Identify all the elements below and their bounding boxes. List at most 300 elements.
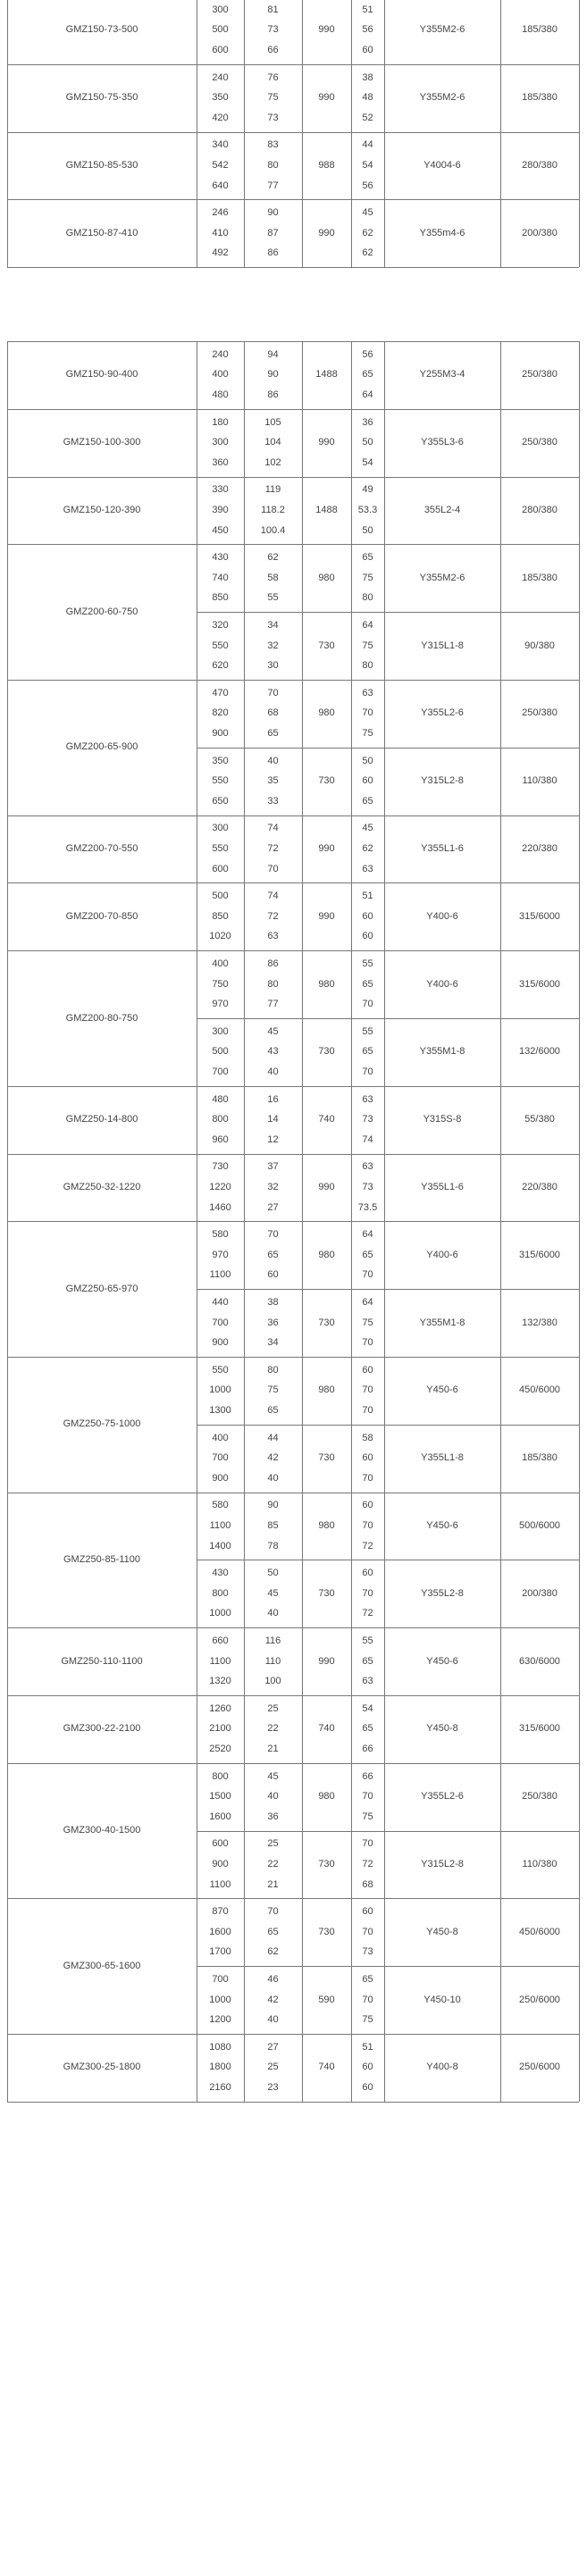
motor-model-cell: Y355L1-8 <box>421 1452 464 1464</box>
model-cell: GMZ250-110-1100 <box>61 1655 143 1667</box>
row-separator <box>7 1357 579 1358</box>
column-border <box>384 0 385 267</box>
head-cell: 21 <box>267 1878 279 1890</box>
efficiency-cell: 73 <box>362 1182 373 1192</box>
row-separator <box>7 1763 579 1764</box>
power-voltage-cell: 185/380 <box>522 572 558 583</box>
head-cell: 63 <box>267 931 279 942</box>
head-cell: 23 <box>267 2082 279 2093</box>
flow-cell: 660 <box>212 1635 229 1646</box>
head-cell: 90 <box>267 369 279 381</box>
head-cell: 44 <box>267 1432 279 1443</box>
head-cell: 73 <box>267 24 279 36</box>
power-voltage-cell: 132/6000 <box>519 1046 560 1058</box>
head-cell: 74 <box>267 823 279 834</box>
motor-model-cell: Y4004-6 <box>423 160 461 171</box>
flow-cell: 900 <box>212 1337 229 1349</box>
efficiency-cell: 63 <box>362 1161 373 1173</box>
flow-cell: 650 <box>212 795 229 807</box>
model-cell: GMZ250-85-1100 <box>63 1553 140 1565</box>
model-cell: GMZ200-80-750 <box>65 1012 138 1024</box>
row-separator <box>7 680 579 681</box>
efficiency-cell: 65 <box>362 369 373 381</box>
efficiency-cell: 48 <box>362 92 373 104</box>
head-cell: 80 <box>267 978 279 990</box>
flow-cell: 330 <box>212 484 229 496</box>
speed-cell: 730 <box>318 1587 335 1599</box>
head-cell: 40 <box>267 1791 279 1802</box>
efficiency-cell: 65 <box>362 978 373 990</box>
speed-cell: 990 <box>318 910 335 922</box>
model-cell: GMZ300-25-1800 <box>63 2062 141 2073</box>
motor-model-cell: Y355m4-6 <box>419 227 465 238</box>
head-cell: 46 <box>267 1974 279 1985</box>
head-cell: 116 <box>264 1635 281 1646</box>
power-voltage-cell: 250/380 <box>522 707 558 719</box>
flow-cell: 350 <box>212 755 229 766</box>
row-separator <box>7 544 579 545</box>
head-cell: 80 <box>267 160 279 171</box>
motor-model-cell: Y355M2-6 <box>419 572 465 583</box>
speed-cell: 730 <box>318 640 335 651</box>
head-cell: 33 <box>267 795 279 807</box>
column-border <box>579 341 580 2102</box>
flow-cell: 1000 <box>209 1384 231 1396</box>
efficiency-cell: 70 <box>362 1994 373 2005</box>
row-separator <box>7 477 579 478</box>
efficiency-cell: 70 <box>362 1926 373 1937</box>
flow-cell: 1300 <box>209 1405 231 1416</box>
flow-cell: 500 <box>212 1046 229 1058</box>
efficiency-cell: 65 <box>362 552 373 564</box>
flow-cell: 550 <box>212 843 229 854</box>
head-cell: 72 <box>267 843 279 854</box>
group-separator <box>197 1289 579 1290</box>
motor-model-cell: Y255M3-4 <box>419 369 465 381</box>
motor-model-cell: Y450-6 <box>426 1384 458 1396</box>
head-cell: 86 <box>267 389 279 400</box>
flow-cell: 390 <box>212 505 229 515</box>
group-separator <box>197 612 579 613</box>
row-separator <box>7 2034 579 2035</box>
efficiency-cell: 60 <box>362 1364 373 1376</box>
efficiency-cell: 58 <box>362 1432 373 1443</box>
head-cell: 14 <box>267 1114 279 1125</box>
group-separator <box>197 1831 579 1832</box>
head-cell: 85 <box>267 1520 279 1531</box>
motor-model-cell: Y315L2-8 <box>421 775 464 787</box>
model-cell: GMZ250-65-970 <box>65 1283 138 1294</box>
column-border <box>244 0 245 267</box>
efficiency-cell: 62 <box>362 843 373 854</box>
power-voltage-cell: 250/6000 <box>519 1994 560 2005</box>
efficiency-cell: 60 <box>362 1906 373 1918</box>
speed-cell: 730 <box>318 1046 335 1058</box>
motor-model-cell: Y400-6 <box>426 910 458 922</box>
head-cell: 12 <box>267 1133 279 1145</box>
motor-model-cell: Y355L2-6 <box>421 1791 464 1802</box>
power-voltage-cell: 55/380 <box>524 1114 555 1125</box>
flow-cell: 1020 <box>209 931 231 942</box>
efficiency-cell: 70 <box>362 1838 373 1850</box>
efficiency-cell: 73 <box>362 1114 373 1125</box>
head-cell: 36 <box>267 1811 279 1822</box>
efficiency-cell: 73.5 <box>357 1201 378 1213</box>
row-separator <box>7 267 579 268</box>
model-cell: GMZ300-40-1500 <box>63 1825 141 1836</box>
efficiency-cell: 64 <box>362 1297 373 1308</box>
power-voltage-cell: 500/6000 <box>519 1520 560 1531</box>
power-voltage-cell: 110/380 <box>522 1859 558 1869</box>
efficiency-cell: 51 <box>362 4 373 15</box>
power-voltage-cell: 315/6000 <box>519 910 560 922</box>
model-cell: GMZ200-60-750 <box>65 606 138 617</box>
flow-cell: 2100 <box>209 1723 231 1735</box>
head-cell: 80 <box>267 1364 279 1376</box>
head-cell: 74 <box>267 891 279 902</box>
head-cell: 42 <box>267 1452 279 1464</box>
efficiency-cell: 80 <box>362 660 373 672</box>
head-cell: 55 <box>267 592 279 604</box>
efficiency-cell: 63 <box>362 687 373 698</box>
head-cell: 77 <box>267 180 279 191</box>
flow-cell: 1220 <box>209 1182 231 1192</box>
head-cell: 70 <box>267 1906 279 1918</box>
motor-model-cell: Y355M1-8 <box>419 1317 465 1328</box>
group-separator <box>197 748 579 749</box>
flow-cell: 1600 <box>209 1811 231 1822</box>
motor-model-cell: Y355L2-8 <box>421 1587 464 1599</box>
head-cell: 35 <box>267 775 279 787</box>
speed-cell: 980 <box>318 978 335 990</box>
head-cell: 78 <box>267 1540 279 1551</box>
model-cell: GMZ200-70-850 <box>65 910 138 922</box>
efficiency-cell: 55 <box>362 1635 373 1646</box>
speed-cell: 590 <box>318 1994 335 2005</box>
head-cell: 40 <box>267 1066 279 1077</box>
head-cell: 45 <box>267 1025 279 1037</box>
efficiency-cell: 70 <box>362 1587 373 1599</box>
speed-cell: 1488 <box>315 505 338 515</box>
motor-model-cell: Y355L1-6 <box>421 843 464 854</box>
head-cell: 65 <box>267 1249 279 1260</box>
column-border <box>500 0 501 267</box>
head-cell: 60 <box>267 1269 279 1281</box>
row-separator <box>7 1086 579 1087</box>
efficiency-cell: 74 <box>362 1133 373 1145</box>
power-voltage-cell: 110/380 <box>522 775 558 787</box>
efficiency-cell: 65 <box>362 1723 373 1735</box>
motor-model-cell: Y400-8 <box>426 2062 458 2073</box>
head-cell: 22 <box>267 1859 279 1869</box>
efficiency-cell: 65 <box>362 1249 373 1260</box>
speed-cell: 980 <box>318 707 335 719</box>
power-voltage-cell: 315/6000 <box>519 978 560 990</box>
flow-cell: 550 <box>212 775 229 787</box>
speed-cell: 990 <box>318 843 335 854</box>
head-cell: 70 <box>267 863 279 874</box>
head-cell: 50 <box>267 1568 279 1579</box>
head-cell: 77 <box>267 999 279 1010</box>
power-voltage-cell: 315/6000 <box>519 1249 560 1260</box>
flow-cell: 850 <box>212 910 229 922</box>
flow-cell: 970 <box>212 999 229 1010</box>
efficiency-cell: 65 <box>362 1655 373 1667</box>
flow-cell: 970 <box>212 1249 229 1260</box>
head-cell: 27 <box>267 1201 279 1213</box>
flow-cell: 240 <box>212 71 229 83</box>
motor-model-cell: Y450-6 <box>426 1520 458 1531</box>
head-cell: 58 <box>267 572 279 583</box>
row-separator <box>7 950 579 951</box>
head-cell: 37 <box>267 1161 279 1173</box>
flow-cell: 360 <box>212 456 229 468</box>
efficiency-cell: 60 <box>362 1500 373 1511</box>
flow-cell: 1200 <box>209 2014 231 2026</box>
motor-model-cell: Y315L1-8 <box>421 640 464 651</box>
row-separator <box>7 815 579 816</box>
row-separator <box>7 1627 579 1628</box>
flow-cell: 500 <box>212 891 229 902</box>
efficiency-cell: 51 <box>362 891 373 902</box>
flow-cell: 430 <box>212 1568 229 1579</box>
head-cell: 70 <box>267 1229 279 1241</box>
power-voltage-cell: 220/380 <box>522 1182 558 1192</box>
power-voltage-cell: 220/380 <box>522 843 558 854</box>
flow-cell: 480 <box>212 389 229 400</box>
motor-model-cell: Y315L2-8 <box>421 1859 464 1869</box>
flow-cell: 550 <box>212 640 229 651</box>
efficiency-cell: 55 <box>362 1025 373 1037</box>
efficiency-cell: 75 <box>362 640 373 651</box>
motor-model-cell: Y450-8 <box>426 1723 458 1735</box>
model-cell: GMZ250-14-800 <box>65 1114 138 1125</box>
column-border <box>7 0 8 267</box>
flow-cell: 430 <box>212 552 229 564</box>
column-border <box>351 341 352 2102</box>
efficiency-cell: 60 <box>362 931 373 942</box>
model-cell: GMZ150-120-390 <box>63 505 141 515</box>
flow-cell: 700 <box>212 1452 229 1464</box>
motor-model-cell: Y355L2-6 <box>421 707 464 719</box>
column-border <box>579 0 580 267</box>
flow-cell: 1000 <box>209 1994 231 2005</box>
group-separator <box>197 1425 579 1426</box>
efficiency-cell: 70 <box>362 707 373 719</box>
efficiency-cell: 56 <box>362 24 373 36</box>
head-cell: 104 <box>264 437 281 448</box>
column-border <box>7 341 8 2102</box>
efficiency-cell: 75 <box>362 2014 373 2026</box>
model-cell: GMZ150-75-350 <box>65 92 138 104</box>
efficiency-cell: 75 <box>362 728 373 739</box>
head-cell: 38 <box>267 1297 279 1308</box>
head-cell: 90 <box>267 1500 279 1511</box>
flow-cell: 1600 <box>209 1926 231 1937</box>
efficiency-cell: 53.3 <box>357 505 378 515</box>
efficiency-cell: 70 <box>362 1472 373 1484</box>
efficiency-cell: 75 <box>362 572 373 583</box>
flow-cell: 300 <box>212 823 229 834</box>
flow-cell: 1460 <box>209 1201 231 1213</box>
flow-cell: 500 <box>212 24 229 36</box>
head-cell: 34 <box>267 620 279 631</box>
efficiency-cell: 63 <box>362 1676 373 1687</box>
efficiency-cell: 64 <box>362 389 373 400</box>
head-cell: 65 <box>267 728 279 739</box>
speed-cell: 730 <box>318 1452 335 1464</box>
power-voltage-cell: 280/380 <box>522 505 558 515</box>
motor-model-cell: 355L2-4 <box>423 505 461 515</box>
flow-cell: 820 <box>212 707 229 719</box>
flow-cell: 420 <box>212 112 229 123</box>
efficiency-cell: 72 <box>362 1540 373 1551</box>
power-voltage-cell: 185/380 <box>522 1452 558 1464</box>
efficiency-cell: 49 <box>362 484 373 496</box>
speed-cell: 730 <box>318 1317 335 1328</box>
head-cell: 110 <box>264 1655 281 1667</box>
group-separator <box>197 1018 579 1019</box>
head-cell: 21 <box>267 1744 279 1754</box>
efficiency-cell: 62 <box>362 247 373 259</box>
flow-cell: 600 <box>212 45 229 55</box>
efficiency-cell: 52 <box>362 112 373 123</box>
flow-cell: 900 <box>212 1859 229 1869</box>
efficiency-cell: 50 <box>362 437 373 448</box>
flow-cell: 1400 <box>209 1540 231 1551</box>
model-cell: GMZ250-75-1000 <box>63 1418 141 1430</box>
power-voltage-cell: 250/380 <box>522 437 558 448</box>
flow-cell: 1000 <box>209 1608 231 1619</box>
efficiency-cell: 70 <box>362 1791 373 1802</box>
power-voltage-cell: 250/380 <box>522 369 558 381</box>
efficiency-cell: 70 <box>362 1384 373 1396</box>
head-cell: 65 <box>267 1405 279 1416</box>
head-cell: 32 <box>267 640 279 651</box>
efficiency-cell: 70 <box>362 1405 373 1416</box>
flow-cell: 542 <box>212 160 229 171</box>
model-cell: GMZ300-22-2100 <box>63 1723 141 1735</box>
row-separator <box>7 1695 579 1696</box>
head-cell: 16 <box>267 1093 279 1105</box>
speed-cell: 730 <box>318 1859 335 1869</box>
head-cell: 45 <box>267 1587 279 1599</box>
row-separator <box>7 64 579 65</box>
head-cell: 66 <box>267 45 279 55</box>
efficiency-cell: 54 <box>362 1702 373 1714</box>
column-border <box>500 341 501 2102</box>
model-cell: GMZ150-100-300 <box>63 437 141 448</box>
flow-cell: 300 <box>212 1025 229 1037</box>
head-cell: 25 <box>267 2062 279 2073</box>
flow-cell: 2520 <box>209 1744 231 1754</box>
flow-cell: 320 <box>212 620 229 631</box>
efficiency-cell: 70 <box>362 1066 373 1077</box>
efficiency-cell: 50 <box>362 755 373 766</box>
flow-cell: 1100 <box>209 1520 231 1531</box>
speed-cell: 740 <box>318 2062 335 2073</box>
head-cell: 76 <box>267 71 279 83</box>
head-cell: 40 <box>267 755 279 766</box>
head-cell: 22 <box>267 1723 279 1735</box>
power-voltage-cell: 185/380 <box>522 24 558 36</box>
model-cell: GMZ150-73-500 <box>65 24 138 36</box>
power-voltage-cell: 280/380 <box>522 160 558 171</box>
head-cell: 86 <box>267 958 279 969</box>
efficiency-cell: 63 <box>362 863 373 874</box>
row-separator <box>7 1898 579 1899</box>
efficiency-cell: 66 <box>362 1770 373 1782</box>
efficiency-cell: 66 <box>362 1744 373 1754</box>
flow-cell: 600 <box>212 1838 229 1850</box>
motor-model-cell: Y355L1-6 <box>421 1182 464 1192</box>
head-cell: 62 <box>267 552 279 564</box>
head-cell: 30 <box>267 660 279 672</box>
speed-cell: 730 <box>318 1926 335 1937</box>
efficiency-cell: 70 <box>362 1520 373 1531</box>
head-cell: 65 <box>267 1926 279 1937</box>
motor-model-cell: Y355M1-8 <box>419 1046 465 1058</box>
head-cell: 27 <box>267 2041 279 2053</box>
power-voltage-cell: 315/6000 <box>519 1723 560 1735</box>
head-cell: 68 <box>267 707 279 719</box>
flow-cell: 800 <box>212 1114 229 1125</box>
flow-cell: 440 <box>212 1297 229 1308</box>
flow-cell: 300 <box>212 4 229 15</box>
head-cell: 86 <box>267 247 279 259</box>
head-cell: 102 <box>264 456 281 468</box>
efficiency-cell: 75 <box>362 1811 373 1822</box>
flow-cell: 1080 <box>209 2041 231 2053</box>
efficiency-cell: 44 <box>362 139 373 151</box>
efficiency-cell: 62 <box>362 227 373 238</box>
model-cell: GMZ200-65-900 <box>65 741 138 753</box>
flow-cell: 470 <box>212 687 229 698</box>
flow-cell: 1700 <box>209 1946 231 1958</box>
flow-cell: 492 <box>212 247 229 259</box>
efficiency-cell: 70 <box>362 1269 373 1281</box>
speed-cell: 980 <box>318 1520 335 1531</box>
flow-cell: 800 <box>212 1770 229 1782</box>
efficiency-cell: 60 <box>362 910 373 922</box>
speed-cell: 740 <box>318 1723 335 1735</box>
efficiency-cell: 60 <box>362 45 373 55</box>
power-voltage-cell: 200/380 <box>522 227 558 238</box>
efficiency-cell: 64 <box>362 620 373 631</box>
efficiency-cell: 68 <box>362 1878 373 1890</box>
efficiency-cell: 73 <box>362 1946 373 1958</box>
power-voltage-cell: 90/380 <box>524 640 555 651</box>
efficiency-cell: 75 <box>362 1317 373 1328</box>
flow-cell: 1800 <box>209 2062 231 2073</box>
flow-cell: 700 <box>212 1317 229 1328</box>
row-separator <box>7 2102 579 2103</box>
model-cell: GMZ150-90-400 <box>65 369 138 381</box>
model-cell: GMZ300-65-1600 <box>63 1960 141 1971</box>
flow-cell: 1100 <box>209 1655 231 1667</box>
efficiency-cell: 63 <box>362 1093 373 1105</box>
flow-cell: 800 <box>212 1587 229 1599</box>
motor-model-cell: Y355L3-6 <box>421 437 464 448</box>
flow-cell: 400 <box>212 369 229 381</box>
efficiency-cell: 70 <box>362 1337 373 1349</box>
head-cell: 34 <box>267 1337 279 1349</box>
flow-cell: 2160 <box>209 2082 231 2093</box>
head-cell: 94 <box>267 348 279 360</box>
efficiency-cell: 54 <box>362 160 373 171</box>
flow-cell: 350 <box>212 92 229 104</box>
group-separator <box>197 1966 579 1967</box>
